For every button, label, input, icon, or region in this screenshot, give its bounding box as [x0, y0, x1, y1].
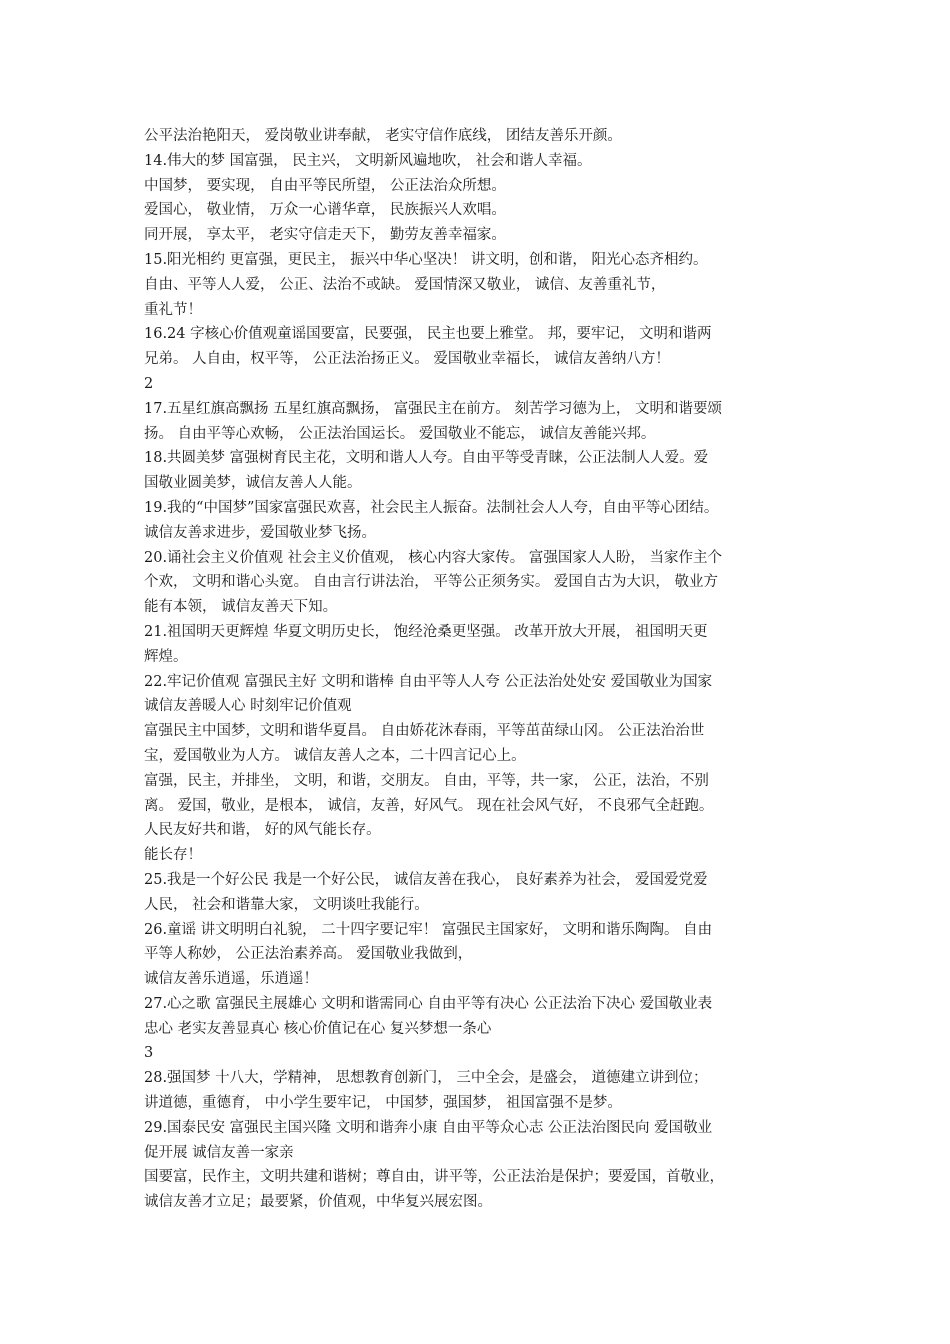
text-line: 17.五星红旗高飘扬 五星红旗高飘扬， 富强民主在前方。 刻苦学习德为上， 文明和谐要颂 [144, 400, 722, 417]
text-line: 19.我的“中国梦”国家富强民欢喜，社会民主人振奋。法制社会人人夸，自由平等心团结。 [144, 499, 719, 516]
text-line: 能有本领， 诚信友善天下知。 [144, 599, 338, 616]
text-line: 中国梦， 要实现， 自由平等民所望， 公正法治众所想。 [144, 177, 506, 194]
text-line: 离。 爱国，敬业，是根本， 诚信，友善，好风气。 现在社会风气好， 不良邪气全赶跑。 [144, 797, 714, 814]
text-line: 诚信友善乐逍遥，乐逍遥！ [144, 971, 318, 988]
text-line: 爱国心， 敬业情， 万众一心谱华章， 民族振兴人欢唱。 [144, 202, 506, 219]
text-line: 宝，爱国敬业为人方。 诚信友善人之本，二十四言记心上。 [144, 747, 526, 764]
text-line: 18.共圆美梦 富强树育民主花，文明和谐人人夸。自由平等受青睐，公正法制人人爱。爱 [144, 450, 709, 467]
text-line: 富强民主中国梦，文明和谐华夏昌。 自由娇花沐春雨，平等茁苗绿山冈。 公正法治治世 [144, 723, 705, 740]
text-line: 扬。 自由平等心欢畅， 公正法治国运长。 爱国敬业不能忘， 诚信友善能兴邦。 [144, 425, 656, 442]
text-line: 国敬业圆美梦，诚信友善人人能。 [144, 475, 362, 492]
text-line: 辉煌。 [144, 648, 188, 665]
text-line: 21.祖国明天更辉煌 华夏文明历史长， 饱经沧桑更坚强。 改革开放大开展， 祖国明天更 [144, 623, 708, 640]
text-line: 个欢， 文明和谐心头宽。 自由言行讲法治， 平等公正须务实。 爱国自古为大识， 敬业方 [144, 574, 719, 591]
text-line: 能长存！ [144, 847, 202, 864]
text-line: 兄弟。 人自由，权平等， 公正法治扬正义。 爱国敬业幸福长， 诚信友善纳八方！ [144, 351, 670, 368]
text-line: 诚信友善求进步，爱国敬业梦飞扬。 [144, 524, 376, 541]
document-page [144, 124, 820, 1215]
text-line: 29.国泰民安 富强民主国兴隆 文明和谐奔小康 自由平等众心志 公正法治图民向 爱国敬业 [144, 1119, 713, 1136]
text-line: 忠心 老实友善显真心 核心价值记在心 复兴梦想一条心 [144, 1020, 492, 1037]
text-line: 15.阳光相约 更富强，更民主， 振兴中华心坚决！ 讲文明，创和谐， 阳光心态齐相约。 [144, 251, 708, 268]
text-line: 促开展 诚信友善一家亲 [144, 1144, 294, 1161]
text-line: 公平法治艳阳天， 爱岗敬业讲奉献， 老实守信作底线， 团结友善乐开颜。 [144, 128, 622, 144]
page-number: 3 [144, 1045, 154, 1062]
text-line: 25.我是一个好公民 我是一个好公民， 诚信友善在我心， 良好素养为社会， 爱国爱党爱 [144, 871, 708, 888]
text-line: 28.强国梦 十八大，学精神， 思想教育创新门， 三中全会，是盛会， 道德建立讲到位； [144, 1070, 708, 1087]
text-line: 诚信友善才立足；最要紧，价值观，中华复兴展宏图。 [144, 1194, 492, 1211]
text-line: 平等人称妙， 公正法治素养高。 爱国敬业我做到， [144, 946, 473, 963]
text-line: 26.童谣 讲文明明白礼貌， 二十四字要记牢！ 富强民主国家好， 文明和谐乐陶陶。 自由 [144, 921, 713, 938]
text-line: 诚信友善暖人心 时刻牢记价值观 [144, 698, 352, 715]
text-line: 重礼节！ [144, 301, 202, 318]
text-line: 国要富，民作主，文明共建和谐树；尊自由，讲平等，公正法治是保护；要爱国，首敬业， [144, 1169, 724, 1186]
text-line: 22.牢记价值观 富强民主好 文明和谐棒 自由平等人人夸 公正法治处处安 爱国敬业为国家 [144, 673, 713, 690]
text-line: 自由、平等人人爱， 公正、法治不或缺。 爱国情深又敬业， 诚信、友善重礼节， [144, 276, 666, 293]
text-line: 人民友好共和谐， 好的风气能长存。 [144, 822, 381, 839]
text-line: 同开展， 享太平， 老实守信走天下， 勤劳友善幸福家。 [144, 227, 506, 244]
text-line: 20.诵社会主义价值观 社会主义价值观， 核心内容大家传。 富强国家人人盼， 当家作主个 [144, 549, 722, 566]
text-line: 16.24 字核心价值观童谣国要富，民要强， 民主也要上雅堂。 邦，要牢记， 文明和谐两 [144, 326, 712, 343]
page-number: 2 [144, 375, 154, 392]
text-line: 富强，民主，并排坐， 文明，和谐，交朋友。 自由，平等，共一家， 公正，法治，不别 [144, 772, 709, 789]
text-line: 14.伟大的梦 国富强， 民主兴， 文明新风遍地吹， 社会和谐人幸福。 [144, 152, 592, 169]
text-line: 讲道德，重德育， 中小学生要牢记， 中国梦，强国梦， 祖国富强不是梦。 [144, 1095, 622, 1112]
text-line: 27.心之歌 富强民主展雄心 文明和谐需同心 自由平等有决心 公正法治下决心 爱国敬业表 [144, 995, 713, 1012]
text-line: 人民， 社会和谐靠大家， 文明谈吐我能行。 [144, 896, 429, 913]
